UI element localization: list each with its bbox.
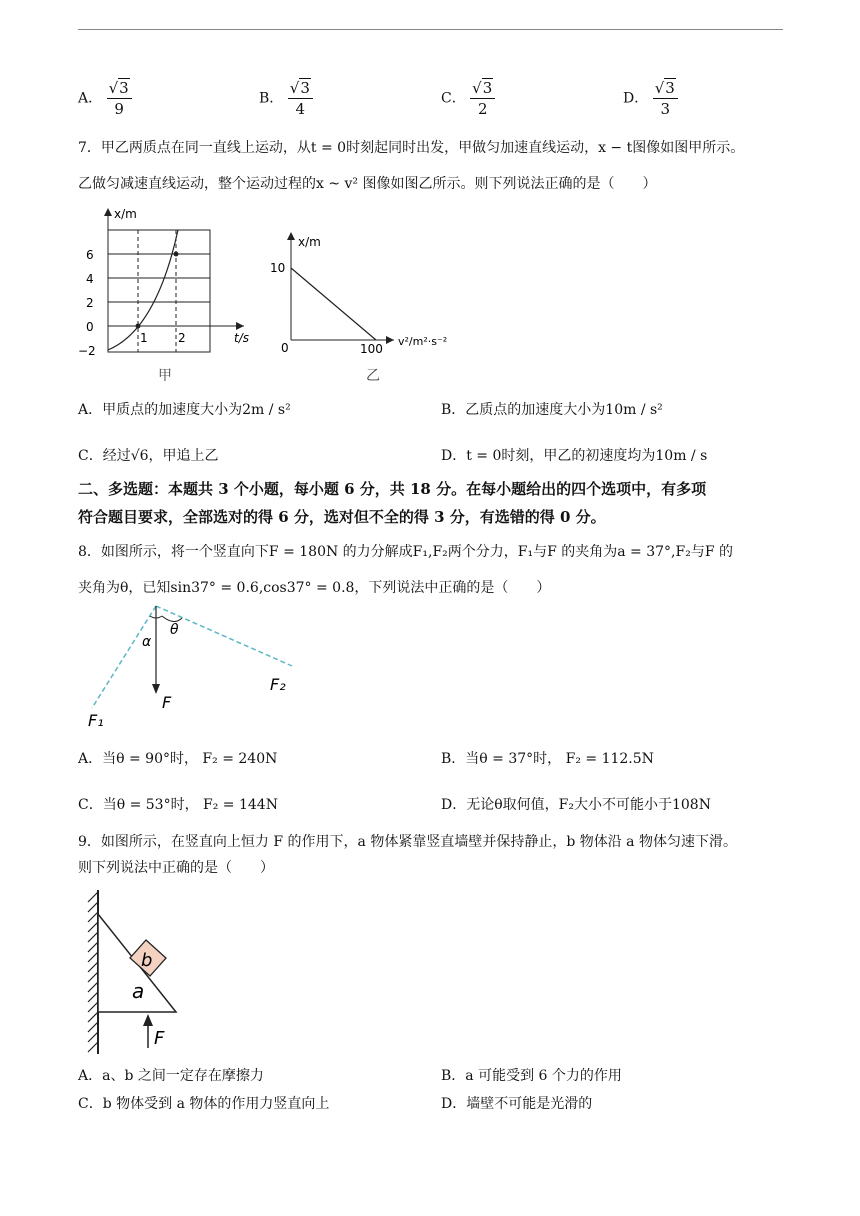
y-tick: 0 xyxy=(86,320,94,334)
option-letter: A． xyxy=(78,90,103,107)
q7-stem-line1: 7．甲乙两质点在同一直线上运动，从t = 0时刻起同时出发，甲做匀加速直线运动，x − t图像如图甲所示。 xyxy=(78,140,745,156)
q8-stem-line2: 夹角为θ，已知sin37° = 0.6,cos37° = 0.8，下列说法中正确的是（ ） xyxy=(78,580,551,596)
q7-option-b[interactable]: B．乙质点的加速度大小为10m / s² xyxy=(441,402,663,418)
numerator: 3 xyxy=(665,79,675,97)
option-letter: D． xyxy=(623,90,649,107)
fraction: $\frac{√3}{2}$ xyxy=(470,78,495,119)
block-a-label: a xyxy=(132,979,145,1003)
option-letter: C． xyxy=(441,90,466,107)
y-tick: 10 xyxy=(270,261,286,275)
q8-option-d[interactable]: D．无论θ取何值，F₂大小不可能小于108N xyxy=(441,797,711,813)
q7-option-a[interactable]: A．甲质点的加速度大小为2m / s² xyxy=(78,402,291,418)
section-heading-line1: 二、多选题：本题共 3 个小题，每小题 6 分，共 18 分。在每小题给出的四个选项中，有多项 xyxy=(78,480,707,498)
force-f-label: F xyxy=(162,693,172,712)
q6-option-c[interactable] xyxy=(441,78,495,119)
q7-option-d[interactable]: D．t = 0时刻，甲乙的初速度均为10m / s xyxy=(441,448,708,464)
y-tick: 6 xyxy=(86,248,94,262)
axis-label-y: x/m xyxy=(114,207,137,221)
option-letter: B． xyxy=(259,90,284,107)
fraction: $\frac{√3}{9}$ xyxy=(107,78,132,119)
q6-option-b[interactable] xyxy=(259,78,313,119)
fraction: $\frac{√3}{4}$ xyxy=(288,78,313,119)
numerator: 3 xyxy=(482,79,493,97)
q9-wall-diagram xyxy=(84,886,194,1058)
q7-figure-yi xyxy=(270,228,470,388)
y-tick: 2 xyxy=(86,296,94,310)
origin-label: 0 xyxy=(281,341,289,355)
x-tick: 1 xyxy=(140,331,148,345)
axis-label-x: v²/m²·s⁻² xyxy=(398,335,448,348)
q9-stem-line1: 9．如图所示，在竖直向上恒力 F 的作用下，a 物体紧靠竖直墙壁并保持静止，b 物体沿 a 物体匀速下滑。 xyxy=(78,834,737,850)
q7-option-c[interactable]: C．经过√6，甲追上乙 xyxy=(78,448,219,464)
force-f-label: F xyxy=(154,1028,165,1049)
q9-option-d[interactable]: D．墙壁不可能是光滑的 xyxy=(441,1096,593,1112)
denominator: 4 xyxy=(295,100,306,118)
denominator: 9 xyxy=(114,100,124,118)
alpha-label: α xyxy=(142,634,152,650)
q6-option-a[interactable] xyxy=(78,78,132,119)
numerator: 3 xyxy=(300,79,310,97)
y-tick: 4 xyxy=(86,272,94,286)
q7-stem-line2: 乙做匀减速直线运动，整个运动过程的x ~ v² 图像如图乙所示。则下列说法正确的是（ ） xyxy=(78,176,657,192)
x-tick: 100 xyxy=(360,342,383,356)
numerator: 3 xyxy=(119,79,129,97)
block-b-label: b xyxy=(141,950,153,971)
axis-label-y: x/m xyxy=(298,235,321,249)
figure-caption: 甲 xyxy=(158,368,172,384)
q8-stem-line1: 8．如图所示，将一个竖直向下F = 180N 的力分解成F₁,F₂两个分力，F₁与F 的夹角为a = 37°,F₂与F 的 xyxy=(78,544,733,560)
axis-label-x: t/s xyxy=(234,331,249,345)
q9-option-b[interactable]: B．a 可能受到 6 个力的作用 xyxy=(441,1068,622,1084)
header-rule xyxy=(78,29,783,30)
q6-option-d[interactable] xyxy=(623,78,678,119)
denominator: 3 xyxy=(660,100,671,118)
figure-caption: 乙 xyxy=(366,368,380,384)
q9-option-a[interactable]: A．a、b 之间一定存在摩擦力 xyxy=(78,1068,264,1084)
theta-label: θ xyxy=(170,622,179,638)
force-f2-label: F₂ xyxy=(270,675,286,694)
q9-stem-line2: 则下列说法中正确的是（ ） xyxy=(78,860,274,876)
q8-force-diagram xyxy=(78,596,308,736)
x-tick: 2 xyxy=(178,331,186,345)
q8-option-c[interactable]: C．当θ = 53°时， F₂ = 144N xyxy=(78,797,278,813)
force-f1-label: F₁ xyxy=(88,711,104,730)
q9-option-c[interactable]: C．b 物体受到 a 物体的作用力竖直向上 xyxy=(78,1096,330,1112)
q7-figure-jia xyxy=(76,202,256,387)
y-tick: −2 xyxy=(78,344,96,358)
q8-option-b[interactable]: B．当θ = 37°时， F₂ = 112.5N xyxy=(441,751,654,767)
q8-option-a[interactable]: A．当θ = 90°时， F₂ = 240N xyxy=(78,751,278,767)
denominator: 2 xyxy=(477,100,488,118)
fraction: $\frac{√3}{3}$ xyxy=(653,78,678,119)
section-heading-line2: 符合题目要求，全部选对的得 6 分，选对但不全的得 3 分，有选错的得 0 分。 xyxy=(78,508,606,526)
